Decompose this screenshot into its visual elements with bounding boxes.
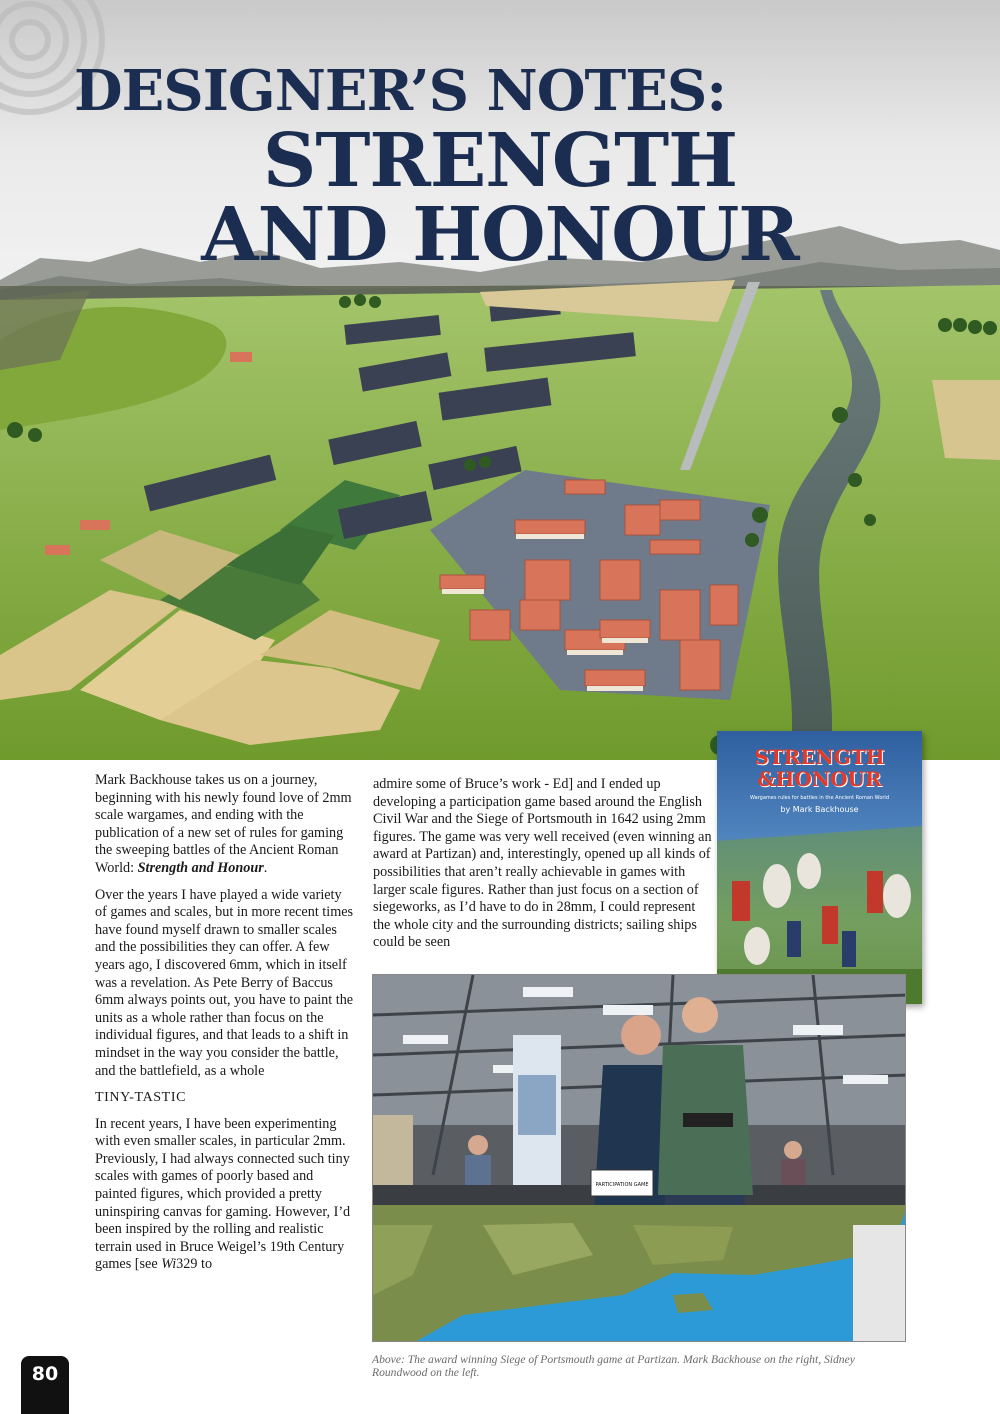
page-edge-tab	[21, 1392, 69, 1414]
book-cover	[717, 731, 922, 1004]
photo-caption: Above: The award winning Siege of Portsmouth game at Partizan. Mark Backhouse on the right, Sidney Roundwood on the left.	[372, 1353, 855, 1379]
title-line-2: STRENGTH	[262, 118, 738, 204]
body-paragraph-1: Over the years I have played a wide variety of games and scales, but in more recent times have found myself drawn to smaller scales and the possibilities they can offer. A few years ago, I discovered 6mm, which in itself was a revelation. As Pete Berry of Baccus 6mm always points out, you have to paint the units as a whole rather than focus on the individual figures, and that leads to a shift in mindset in the way you consider the battle, and the battlefield, as a whole	[95, 886, 354, 1079]
participation-sign-label: PARTICIPATION GAME	[595, 1182, 649, 1188]
body-paragraph-2: In recent years, I have been experimenting with even smaller scales, in particular 2mm. Previously, I had always connected such tiny scales with games of poorly based and painted figures, which provided a pretty uninspiring canvas for gaming. However, I’d been inspired by the rolling and realistic terrain used in Bruce Weigel’s 19th Century games [see Wi329 to	[95, 1115, 351, 1273]
article-column-1	[95, 772, 355, 1283]
title-line-1: DESIGNER’S NOTES:	[74, 58, 726, 124]
intro-paragraph: Mark Backhouse takes us on a journey, beginning with his newly found love of 2mm scale wargames, and ending with the publication of a new set of rules for gaming the sweeping battles of the Ancient Roman World: Strength and Honour.	[95, 772, 352, 876]
body-paragraph-3: admire some of Bruce’s work - Ed] and I ended up developing a participation game based around the English Civil War and the Siege of Portsmouth in 1642 using 2mm figures. The game was very well received (even winning an award at Partizan) and, interestingly, opened up all kinds of possibilities that aren’t really achievable in games with larger scale figures. Rather than just focus on a section of siegeworks, as I’d have to do in 28mm, I could represent the whole city and the surrounding districts; sailing ships could be seen	[373, 776, 712, 951]
partizan-photo	[372, 974, 906, 1342]
cover-subtitle: Wargames rules for battles in the Ancient Roman World	[750, 795, 889, 801]
section-subheading: TINY-TASTIC	[95, 1090, 187, 1106]
article-column-2	[373, 776, 713, 961]
cover-title-line1: STRENGTH	[754, 745, 885, 769]
partizan-photo-illustration	[373, 975, 906, 1342]
intro-title-emphasis: Strength and Honour	[137, 859, 264, 876]
page-number: 80	[21, 1356, 69, 1392]
cover-title-line2: &HONOUR	[757, 767, 882, 791]
title-line-3: AND HONOUR	[201, 192, 799, 278]
cover-author: by Mark Backhouse	[780, 805, 859, 814]
issue-ref: Wi	[161, 1256, 177, 1273]
